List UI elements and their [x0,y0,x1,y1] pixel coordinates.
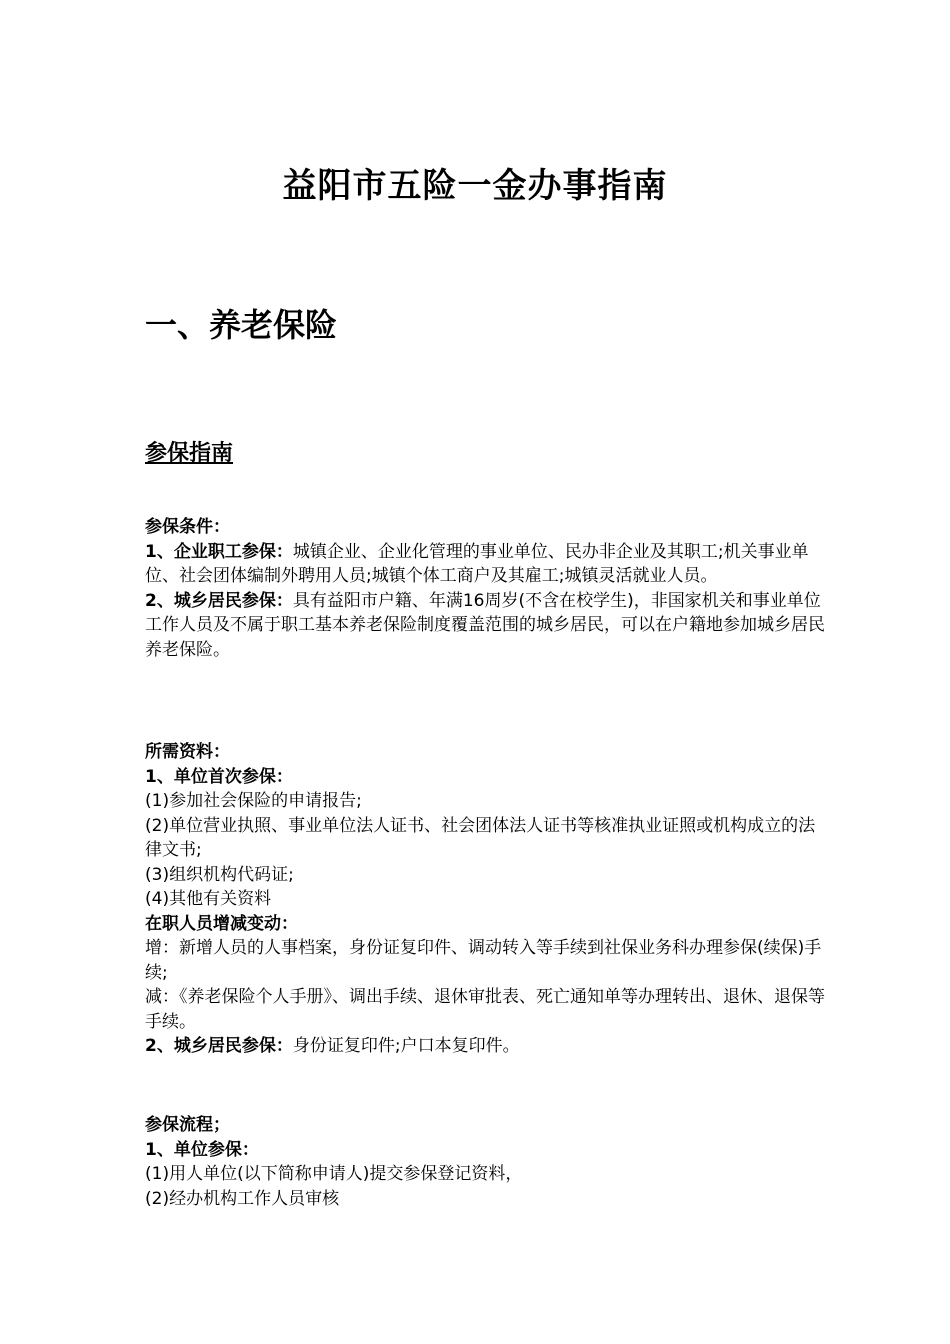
materials-increase-text: 增：新增人员的人事档案，身份证复印件、调动转入等手续到社保业务科办理参保(续保)手续; [145,938,822,983]
conditions-heading: 参保条件： [145,517,230,537]
conditions-item1-text: 城镇企业、企业化管理的事业单位、民办非企业及其职工;机关事业单位、社会团体编制外聘用人员;城镇个体工商户及其雇工;城镇灵活就业人员。 [145,541,809,586]
conditions-item-enterprise [145,540,825,589]
conditions-item1-label: 1、企业职工参保： [145,541,293,562]
enrollment-process-block [145,1113,825,1211]
materials-item1-line: (2)单位营业执照、事业单位法人证书、社会团体法人证书等核准执业证照或机构成立的法律文书; [145,815,816,860]
sub-heading-enrollment-guide: 参保指南 [145,441,234,466]
process-heading: 参保流程； [145,1115,230,1135]
materials-decrease-text: 减：《养老保险个人手册》、调出手续、退休审批表、死亡通知单等办理转出、退休、退保等手续。 [145,987,825,1032]
materials-item1-line: (4)其他有关资料 [145,889,272,909]
required-materials-block [145,740,825,1059]
process-item1-line: (2)经办机构工作人员审核 [145,1188,340,1209]
materials-item1-label: 1、单位首次参保： [145,766,293,787]
materials-item1-line: (3)组织机构代码证; [145,864,294,885]
conditions-item2-label: 2、城乡居民参保： [145,590,293,611]
process-item1-line: (1)用人单位(以下简称申请人)提交参保登记资料， [145,1164,523,1184]
materials-item1-line: (1)参加社会保险的申请报告; [145,791,362,811]
document-title: 益阳市五险一金办事指南 [282,166,668,206]
conditions-item2-text: 具有益阳市户籍、年满16周岁(不含在校学生)，非国家机关和事业单位工作人员及不属于职工基本养老保险制度覆盖范围的城乡居民，可以在户籍地参加城乡居民养老保险。 [145,590,825,660]
materials-heading: 所需资料： [145,742,230,762]
materials-item-resident [145,1034,825,1059]
materials-change-heading: 在职人员增减变动： [145,913,298,934]
conditions-item-resident [145,589,825,663]
materials-item2-text: 身份证复印件;户口本复印件。 [292,1036,520,1056]
process-item1-label: 1、单位参保： [145,1139,259,1160]
section-heading-pension-insurance: 一、养老保险 [145,306,338,344]
materials-item2-label: 2、城乡居民参保： [145,1036,293,1056]
enrollment-conditions-block [145,515,825,662]
